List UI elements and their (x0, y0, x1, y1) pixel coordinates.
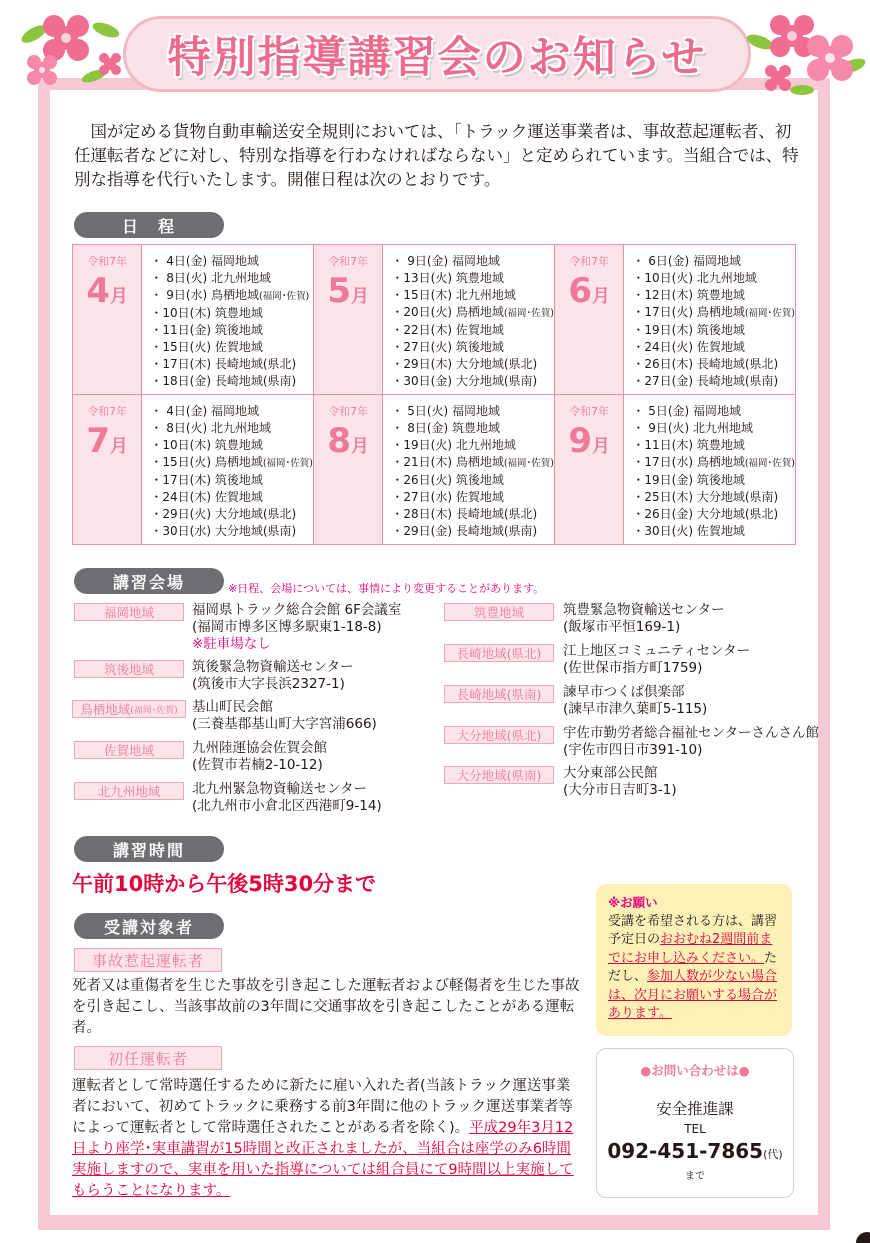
request-deadline: おおむね2週間前までにお申し込みください。 (608, 932, 773, 966)
era-label: 令和7年 (569, 405, 610, 418)
venue-name: 北九州緊急物資輸送センター (192, 781, 367, 797)
schedule-item: ・ 9日(火) 北九州地域 (632, 421, 754, 435)
venue-address: (福岡市博多区博多駅東1-18-8) (192, 619, 382, 635)
schedule-item: ・17日(水) 鳥栖地域(福岡･佐賀) (632, 455, 795, 469)
venue-area-tag: 鳥栖地域 (福岡･佐賀) (72, 700, 186, 718)
request-text: 受講を希望される方は、講習予定日のおおむね2週間前までにお申し込みください。ただし、参加人数が少ない場合は、次月にお願いする場合があります。 (608, 913, 778, 1021)
venue-info (563, 725, 819, 759)
schedule-item: ・12日(木) 筑豊地域 (632, 288, 745, 302)
venue-area-tag: 筑後地域 (74, 660, 184, 678)
venue-address: (飯塚市平恒169-1) (563, 619, 681, 635)
month-cell (73, 395, 142, 545)
venue-address: (北九州市小倉北区西港町9-14) (192, 798, 382, 814)
schedule-item: ・ 8日(金) 筑豊地域 (391, 421, 501, 435)
venue-info (192, 602, 401, 653)
venue-info (192, 699, 377, 733)
parking-note: ※駐車場なし (192, 636, 271, 652)
month-list (142, 395, 314, 545)
schedule-item: ・17日(火) 鳥栖地域(福岡･佐賀) (632, 305, 795, 319)
venue-area-tag: 長崎地域(県北) (444, 644, 554, 662)
venue-address: (宇佐市四日市391-10) (563, 742, 703, 758)
venue-area-tag: 大分地域(県北) (444, 726, 554, 744)
schedule-item: ・19日(木) 筑後地域 (632, 323, 745, 337)
tel-label: TEL (684, 1122, 706, 1136)
schedule-row (73, 395, 796, 545)
schedule-item: ・10日(火) 北九州地域 (632, 271, 757, 285)
request-heading: ※お願い (608, 895, 658, 910)
schedule-item: ・11日(木) 筑豊地域 (632, 438, 745, 452)
title-banner (123, 16, 751, 92)
schedule-item: ・27日(水) 佐賀地域 (391, 490, 504, 504)
venue-address: (諫早市津久葉町5-115) (563, 701, 708, 717)
venue-name: 福岡県トラック総合会館 6F会議室 (192, 602, 402, 618)
schedule-item: ・22日(木) 佐賀地域 (391, 323, 504, 337)
new-driver-body: 運転者として常時選任するために新たに雇い入れた者(当該トラック運送事業者において、初めてトラックに乗務する前3年間に他のトラック運送事業者等によって運転者として常時選任されたことがある者を除く)。 (72, 1078, 574, 1136)
schedule-item: ・26日(木) 長崎地域(県北) (632, 357, 779, 371)
new-driver-tag: 初任運転者 (74, 1046, 222, 1070)
schedule-item: ・ 4日(金) 福岡地域 (150, 254, 260, 268)
month-list (142, 245, 314, 395)
contact-box (596, 1048, 794, 1198)
month-cell (314, 395, 383, 545)
venue-name: 筑豊緊急物資輸送センター (563, 602, 725, 618)
accident-driver-text: 死者又は重傷者を生じた事故を引き起こした運転者および軽傷者を生じた事故を引き起こし、当該事故前の3年間に交通事故を引き起こしたことがある運転者。 (72, 978, 580, 1036)
schedule-item: ・15日(木) 北九州地域 (391, 288, 516, 302)
schedule-item: ・21日(木) 鳥栖地域(福岡･佐賀) (391, 455, 554, 469)
venue-address: (三養基郡基山町大字宮浦666) (192, 716, 377, 732)
venue-address: (大分市日吉町3-1) (563, 782, 677, 798)
page-corner-dot (856, 1232, 870, 1243)
schedule-item: ・10日(木) 筑豊地域 (150, 306, 263, 320)
schedule-item: ・ 4日(金) 福岡地域 (150, 404, 260, 418)
accident-driver-tag: 事故惹起運転者 (74, 948, 222, 972)
schedule-item: ・24日(木) 佐賀地域 (150, 490, 263, 504)
venue-area-tag: 大分地域(県南) (444, 766, 554, 784)
schedule-item: ・30日(火) 佐賀地域 (632, 524, 745, 538)
month-number: 9月 (568, 421, 611, 461)
schedule-item: ・15日(火) 鳥栖地域(福岡･佐賀) (150, 455, 313, 469)
venue-info (192, 781, 382, 815)
venue-area-tag: 北九州地域 (74, 782, 184, 800)
schedule-item: ・29日(火) 大分地域(県北) (150, 507, 297, 521)
era-label: 令和7年 (87, 255, 128, 268)
month-cell (73, 245, 142, 395)
venues-heading: 講習会場 (74, 568, 224, 594)
page-title: 特別指導講習会のお知らせ (167, 32, 707, 83)
intro-paragraph: 国が定める貨物自動車輸送安全規則においては、「トラック運送事業者は、事故惹起運転者、初任運転者などに対し、特別な指導を行わなければならない」と定められています。当組合では、特別な指導を代行いたします。開催日程は次のとおりです。 (74, 122, 799, 189)
schedule-item: ・30日(金) 大分地域(県南) (391, 374, 538, 388)
flower-decoration-right-icon (742, 6, 866, 102)
schedule-item: ・20日(火) 鳥栖地域(福岡･佐賀) (391, 305, 554, 319)
schedule-item: ・27日(金) 長崎地域(県南) (632, 374, 779, 388)
schedule-item: ・10日(木) 筑豊地域 (150, 438, 263, 452)
new-driver-note: 平成29年3月12日より座学･実車講習が15時間と改正されましたが、当組合は座学のみ6時間実施しますので、実車を用いた指導については組合員にて9時間以上実施してもらうことになります。 (72, 1120, 574, 1199)
schedule-item: ・11日(金) 筑後地域 (150, 323, 263, 337)
venue-area-tag: 佐賀地域 (74, 741, 184, 759)
venue-name: 江上地区コミュニティセンター (563, 643, 751, 659)
venue-name: 大分東部公民館 (563, 765, 658, 781)
schedule-item: ・ 9日(水) 鳥栖地域(福岡･佐賀) (150, 288, 310, 302)
schedule-item: ・25日(木) 大分地域(県南) (632, 490, 779, 504)
venue-name: 筑後緊急物資輸送センター (192, 659, 354, 675)
era-label: 令和7年 (87, 405, 128, 418)
venue-area-tag: 長崎地域(県南) (444, 685, 554, 703)
month-list (383, 245, 555, 395)
schedule-item: ・30日(水) 大分地域(県南) (150, 524, 297, 538)
venue-info (192, 740, 327, 774)
schedule-item: ・ 8日(火) 北九州地域 (150, 421, 272, 435)
schedule-item: ・19日(金) 筑後地域 (632, 473, 745, 487)
venue-address: (佐賀市若楠2-10-12) (192, 757, 323, 773)
new-driver-text (72, 1076, 582, 1202)
month-number: 7月 (86, 421, 129, 461)
schedule-table (72, 244, 796, 545)
venue-area-tag: 筑豊地域 (444, 603, 554, 621)
venue-name: 基山町民会館 (192, 699, 273, 715)
schedule-item: ・ 6日(金) 福岡地域 (632, 254, 742, 268)
venue-name: 宇佐市勤労者総合福祉センターさんさん館 (563, 725, 819, 741)
schedule-item: ・13日(火) 筑豊地域 (391, 271, 504, 285)
month-cell (555, 245, 624, 395)
request-box (596, 884, 792, 1036)
schedule-item: ・27日(火) 筑後地域 (391, 340, 504, 354)
schedule-item: ・19日(火) 北九州地域 (391, 438, 516, 452)
era-label: 令和7年 (569, 255, 610, 268)
venue-area-tag: 福岡地域 (74, 603, 184, 621)
era-label: 令和7年 (328, 405, 369, 418)
schedule-item: ・28日(木) 長崎地域(県北) (391, 507, 538, 521)
contact-department: 安全推進課 (656, 1100, 734, 1118)
schedule-item: ・26日(火) 筑後地域 (391, 473, 504, 487)
schedule-item: ・24日(火) 佐賀地域 (632, 340, 745, 354)
schedule-item: ・ 8日(火) 北九州地域 (150, 271, 272, 285)
month-cell (314, 245, 383, 395)
schedule-item: ・17日(木) 長崎地域(県北) (150, 357, 297, 371)
venue-address: (佐世保市指方町1759) (563, 660, 703, 676)
venue-info (563, 602, 724, 636)
time-heading: 講習時間 (74, 836, 224, 862)
era-label: 令和7年 (328, 255, 369, 268)
venue-info (192, 659, 353, 693)
contact-heading: ●お問い合わせは● (640, 1063, 750, 1078)
month-cell (555, 395, 624, 545)
schedule-item: ・ 5日(火) 福岡地域 (391, 404, 501, 418)
schedule-item: ・29日(木) 大分地域(県北) (391, 357, 538, 371)
schedule-item: ・29日(金) 長崎地域(県南) (391, 524, 538, 538)
venue-info (563, 643, 750, 677)
venues-note: ※日程、会場については、事情により変更することがあります。 (228, 582, 545, 595)
month-list (383, 395, 555, 545)
month-number: 8月 (327, 421, 370, 461)
venue-info (563, 765, 677, 799)
month-list (624, 245, 796, 395)
time-text: 午前10時から午後5時30分まで (72, 872, 377, 896)
venue-address: (筑後市大字長浜2327-1) (192, 676, 345, 692)
schedule-item: ・17日(木) 筑後地域 (150, 473, 263, 487)
request-condition: 参加人数が少ない場合は、次月にお願いする場合があります。 (608, 969, 778, 1021)
schedule-heading: 日 程 (74, 212, 224, 238)
schedule-item: ・ 5日(金) 福岡地域 (632, 404, 742, 418)
month-number: 4月 (86, 271, 129, 311)
schedule-item: ・18日(金) 長崎地域(県南) (150, 374, 297, 388)
month-number: 5月 (327, 271, 370, 311)
venue-info (563, 684, 707, 718)
target-heading: 受講対象者 (74, 913, 224, 939)
schedule-item: ・15日(火) 佐賀地域 (150, 340, 263, 354)
month-list (624, 395, 796, 545)
phone-number[interactable]: 092-451-7865(代) (607, 1139, 783, 1163)
venue-name: 諫早市つくば倶楽部 (563, 684, 685, 700)
venue-name: 九州陸運協会佐賀会館 (192, 740, 327, 756)
contact-suffix: まで (685, 1171, 705, 1182)
schedule-item: ・ 9日(金) 福岡地域 (391, 254, 501, 268)
schedule-row (73, 245, 796, 395)
schedule-item: ・26日(金) 大分地域(県北) (632, 507, 779, 521)
flower-decoration-left-icon (14, 4, 124, 96)
month-number: 6月 (568, 271, 611, 311)
